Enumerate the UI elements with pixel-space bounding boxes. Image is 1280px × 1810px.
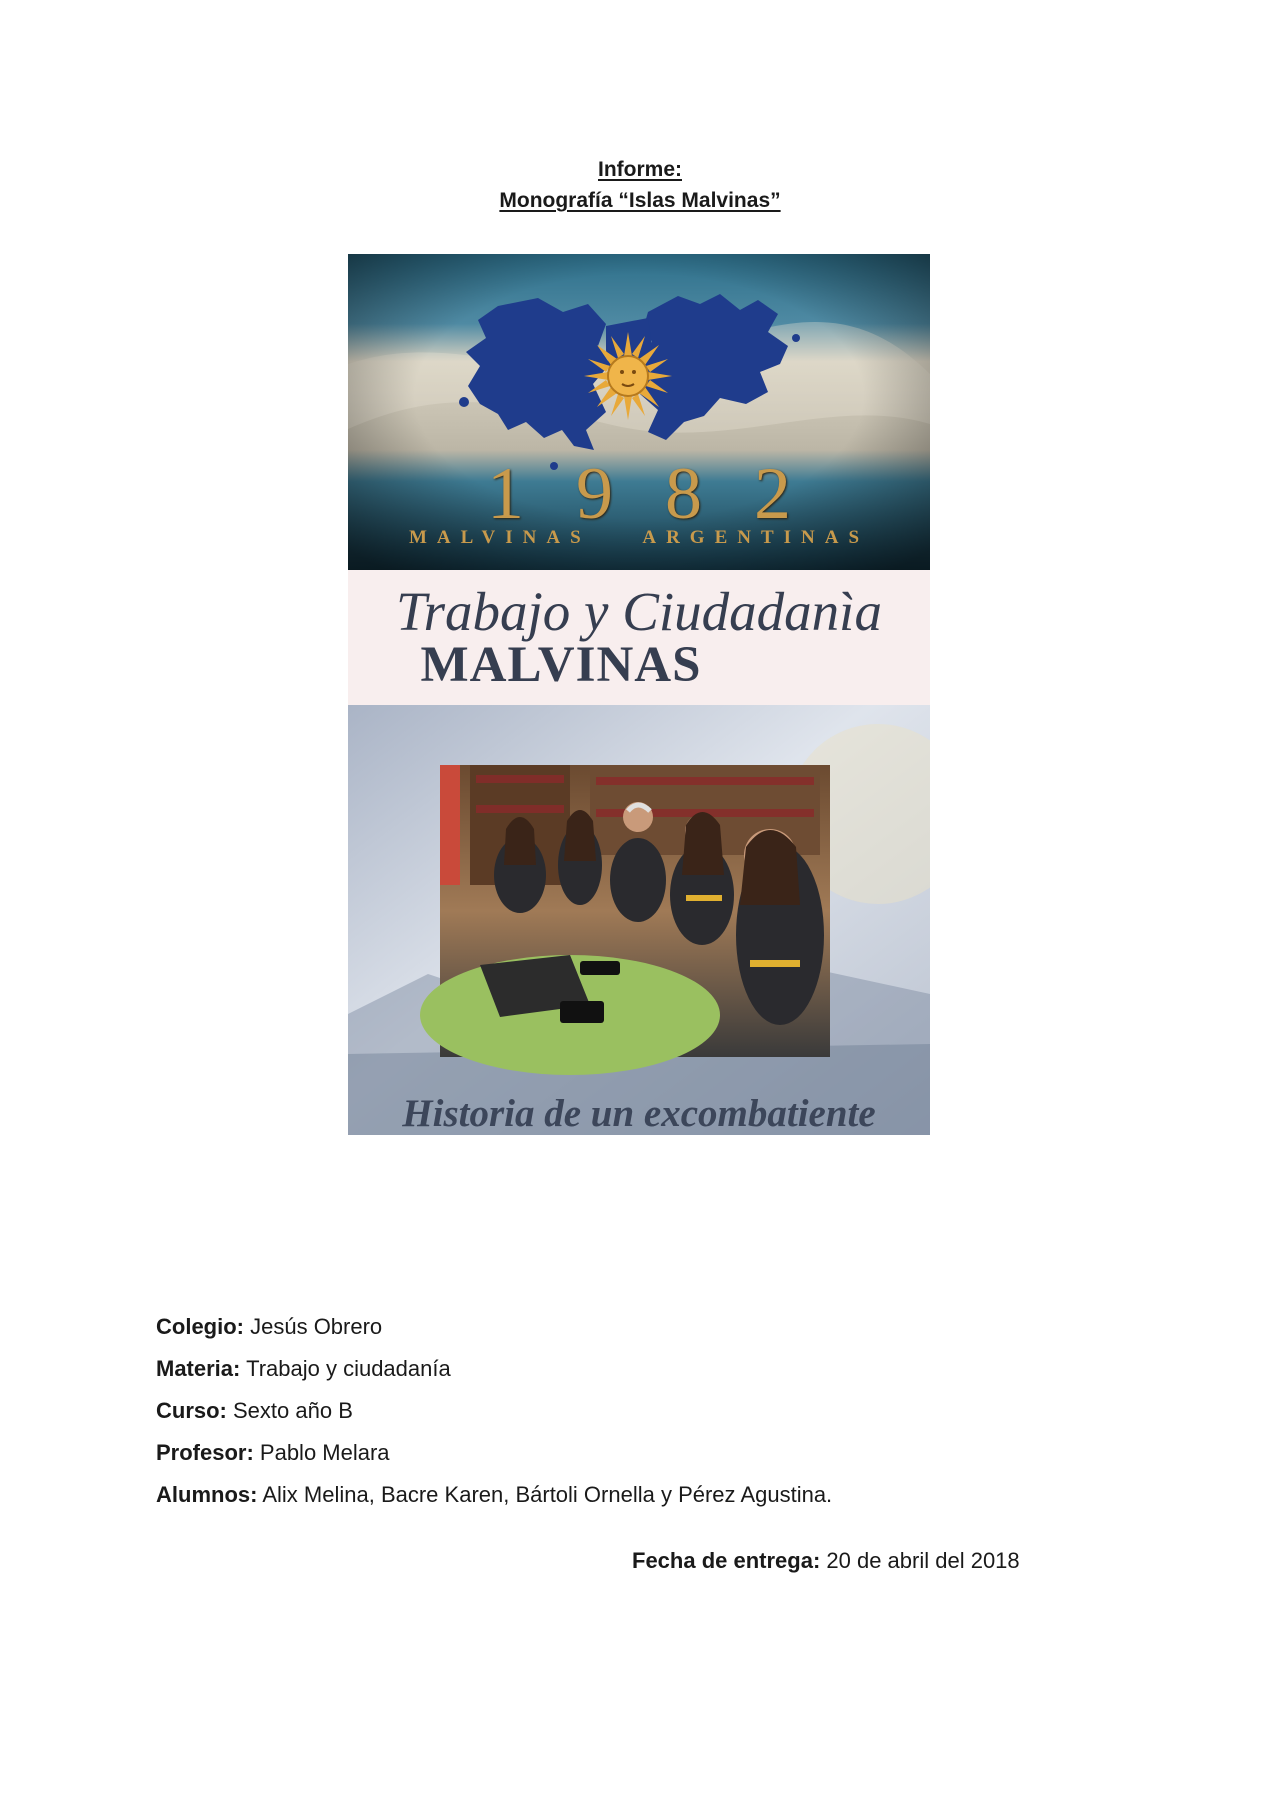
profesor-label: Profesor:	[156, 1440, 254, 1465]
materia-row	[156, 1356, 451, 1382]
alumnos-label: Alumnos:	[156, 1482, 258, 1507]
profesor-value: Pablo Melara	[253, 1440, 390, 1465]
report-label: Informe:	[598, 158, 682, 181]
colegio-label: Colegio:	[156, 1314, 244, 1339]
cover-subtitle: MALVINAS	[420, 637, 702, 693]
cover-year: 1982	[487, 453, 843, 535]
report-title: Monografía “Islas Malvinas”	[499, 189, 781, 212]
cover-artwork	[348, 254, 930, 1135]
curso-value: Sexto año B	[226, 1398, 353, 1423]
curso-label: Curso:	[156, 1398, 227, 1423]
colegio-value: Jesús Obrero	[244, 1314, 383, 1339]
alumnos-value: Alix Melina, Bacre Karen, Bártoli Ornella y Pérez Agustina.	[257, 1482, 833, 1507]
cover-title: Trabajo y Ciudadanìa	[396, 581, 882, 642]
cover-banner-text: MALVINAS ARGENTINAS	[408, 527, 870, 548]
cover-image	[348, 254, 930, 1135]
profesor-row	[156, 1440, 390, 1466]
colegio-row	[156, 1314, 382, 1340]
delivery-date-label: Fecha de entrega:	[632, 1548, 821, 1573]
alumnos-row	[156, 1482, 832, 1508]
materia-value: Trabajo y ciudadanía	[240, 1356, 451, 1381]
delivery-date-value: 20 de abril del 2018	[820, 1548, 1020, 1573]
materia-label: Materia:	[156, 1356, 241, 1381]
cover-bottom-text: Historia de un excombatiente	[402, 1092, 876, 1135]
delivery-date	[632, 1548, 1020, 1574]
curso-row	[156, 1398, 353, 1424]
